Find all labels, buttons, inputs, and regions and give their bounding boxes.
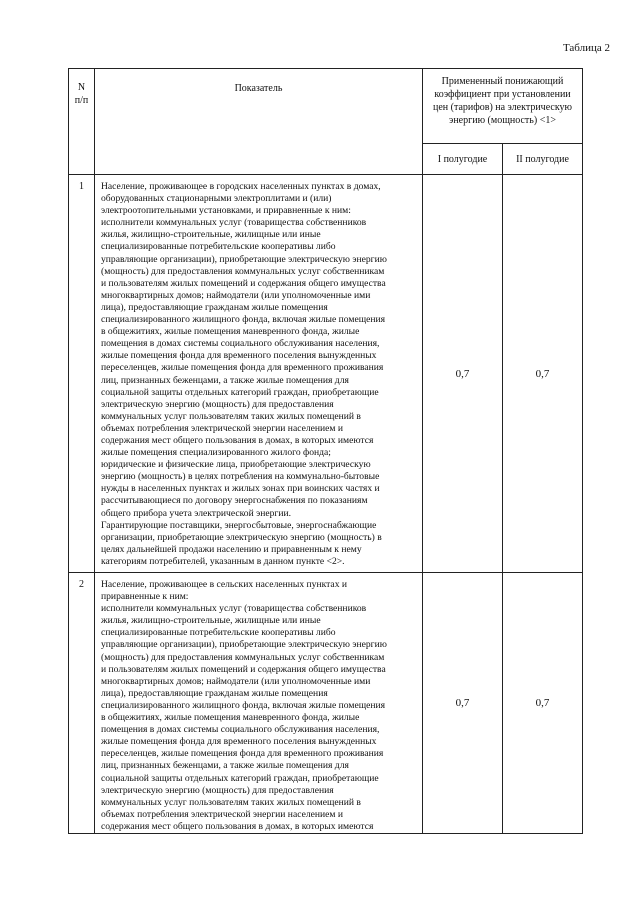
row-indicator-text: Население, проживающее в городских населенных пунктах в домах, оборудованных стационарными электроплитами и (или) электроотопительными установками, и приравненные к ним: исполнители коммунальных услуг (товарищества собственников жилья, жилищно-строительные, жилищные или иные специализированные потребительские кооперативы либо управляющие организации), приобретающие электрическую энергию (мощность) для предоставления коммунальных услуг собственникам и пользователям жилых помещений и содержания общего имущества многоквартирных домов; наймодатели (или уполномоченные ими лица), предоставляющие гражданам жилые помещения специализированного жилищного фонда, включая жилые помещения в общежитиях, жилые помещения маневренного фонда, жилые помещения в домах системы социального обслуживания населения, жилые помещения фонда для временного поселения вынужденных переселенцев, жилые помещения фонда для временного проживания лиц, признанных беженцами, а также жилые помещения для социальной защиты отдельных категорий граждан, приобретающие электрическую энергию (мощность) для предоставления коммунальных услуг пользователям таких жилых помещений в объемах потребления электрической энергии населением и содержания мест общего пользования в домах, в которых имеются жилые помещения специализированного жилого фонда; юридические и физические лица, приобретающие электрическую энергию (мощность) в целях потребления на коммунально-бытовые нужды в населенных пунктах и жилых зонах при воинских частях и рассчитывающиеся по договору энергоснабжения по показаниям общего прибора учета электрической энергии. Гарантирующие поставщики, энергосбытовые, энергоснабжающие организации, приобретающие электрическую энергию (мощность) в целях дальнейшей продажи населению и приравненным к нему категориям потребителей, указанным в данном пункте <2>. [95,175,423,573]
header-second-half: II полугодие [503,144,583,175]
header-indicator: Показатель [95,69,423,175]
coefficients-table [68,68,583,834]
header-number: N п/п [69,69,95,175]
row-second-half-value: 0,7 [503,573,583,834]
table-row [69,573,583,834]
row-second-half-value: 0,7 [503,175,583,573]
row-indicator-text: Население, проживающее в сельских населенных пунктах и приравненные к ним: исполнители коммунальных услуг (товарищества собственников жилья, жилищно-строительные, жилищные или иные специализированные потребительские кооперативы либо управляющие организации), приобретающие электрическую энергию (мощность) для предоставления коммунальных услуг собственникам и пользователям жилых помещений и содержания общего имущества многоквартирных домов; наймодатели (или уполномоченные ими лица), предоставляющие гражданам жилые помещения специализированного жилищного фонда, включая жилые помещения в общежитиях, жилые помещения маневренного фонда, жилые помещения в домах системы социального обслуживания населения, жилые помещения фонда для временного поселения вынужденных переселенцев, жилые помещения фонда для временного проживания лиц, признанных беженцами, а также жилые помещения для социальной защиты отдельных категорий граждан, приобретающие электрическую энергию (мощность) для предоставления коммунальных услуг пользователям таких жилых помещений в объемах потребления электрической энергии населением и содержания мест общего пользования в домах, в которых имеются [95,573,423,834]
header-coefficient: Примененный понижающий коэффициент при установлении цен (тарифов) на электрическую энергию (мощность) <1> [423,69,583,144]
header-row [69,69,583,144]
header-first-half: I полугодие [423,144,503,175]
table-row [69,175,583,573]
row-number: 1 [69,175,95,573]
row-first-half-value: 0,7 [423,573,503,834]
row-number: 2 [69,573,95,834]
row-first-half-value: 0,7 [423,175,503,573]
table-caption: Таблица 2 [562,42,610,54]
